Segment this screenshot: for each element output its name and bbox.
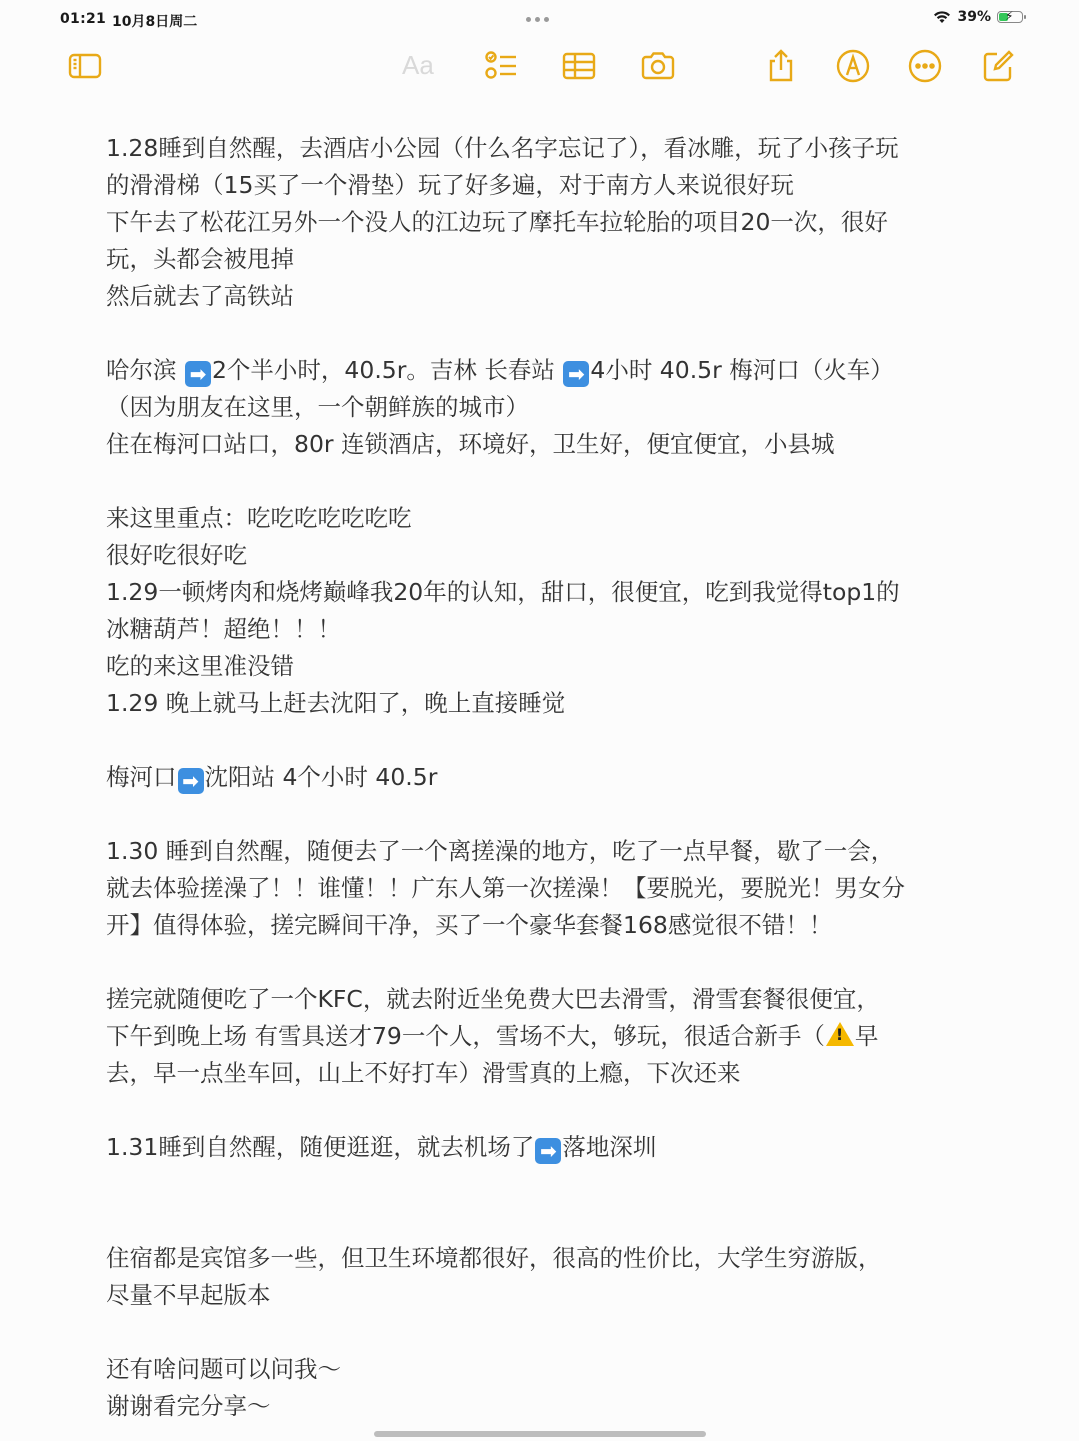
note-line: 1.29 晚上就马上赶去沈阳了，晚上直接睡觉 [106,689,566,717]
status-time: 01:21 [60,11,107,27]
note-line: 1.30 睡到自然醒，随便去了一个离搓澡的地方，吃了一点早餐，歇了一会， [106,837,895,865]
sidebar-toggle-button[interactable] [65,46,105,86]
checklist-button[interactable] [481,46,521,86]
right-arrow-icon: ➡ [535,1138,561,1164]
note-paragraph [106,352,986,463]
sidebar-icon [67,48,103,84]
warning-icon [826,1022,854,1046]
more-icon [907,48,943,84]
compose-icon [980,48,1016,84]
right-arrow-icon: ➡ [178,768,204,794]
note-line: 冰糖葫芦！超绝！！！ [106,615,341,643]
note-line: 下午到晚上场 有雪具送才79一个人，雪场不大，够玩，很适合新手（! 早 [106,1018,986,1055]
battery-percent: 39% [957,9,991,25]
checklist-icon [483,48,519,84]
markup-icon [835,48,871,84]
note-line: 的滑滑梯（15买了一个滑垫）玩了好多遍，对于南方人来说很好玩 [106,171,794,199]
note-body[interactable] [106,130,986,1441]
note-line: 就去体验搓澡了！！谁懂！！广东人第一次搓澡！【要脱光，要脱光！男女分 [106,874,905,902]
note-paragraph [106,1240,986,1314]
note-line: 住宿都是宾馆多一些，但卫生环境都很好，很高的性价比，大学生穷游版， [106,1244,882,1272]
note-line: 1.31睡到自然醒，随便逛逛，就去机场了 ➡ 落地深圳 [106,1133,657,1163]
note-line: 吃的来这里准没错 [106,652,294,680]
note-line: （因为朋友在这里，一个朝鲜族的城市） [106,393,529,421]
note-paragraph [106,759,986,796]
markup-button[interactable] [833,46,873,86]
note-line: 住在梅河口站口，80r 连锁酒店，环境好，卫生好，便宜便宜，小县城 [106,430,835,458]
multitasking-icon[interactable] [526,17,549,22]
note-paragraph [106,500,986,722]
note-paragraph [106,981,986,1092]
right-arrow-icon: ➡ [563,361,589,387]
note-line: 还有啥问题可以问我～ [106,1355,341,1383]
note-line: 玩，头都会被甩掉 [106,245,294,273]
note-line: 搓完就随便吃了一个KFC，就去附近坐免费大巴去滑雪，滑雪套餐很便宜， [106,985,880,1013]
note-line: 下午去了松花江另外一个没人的江边玩了摩托车拉轮胎的项目20一次，很好 [106,208,888,236]
camera-button[interactable] [638,46,678,86]
note-line: 1.29一顿烤肉和烧烤巅峰我20年的认知，甜口，很便宜，吃到我觉得top1的 [106,578,900,606]
status-date: 10月8日周二 [112,14,198,30]
note-line: 开】值得体验，搓完瞬间干净，买了一个豪华套餐168感觉很不错！！ [106,911,833,939]
note-line: 谢谢看完分享～ [106,1392,271,1420]
note-line: 很好吃很好吃 [106,541,247,569]
right-arrow-icon: ➡ [185,361,211,387]
note-paragraph [106,1351,986,1425]
table-icon [561,48,597,84]
note-paragraph [106,1129,986,1166]
share-button[interactable] [761,46,801,86]
note-line: 哈尔滨 ➡ 2个半小时，40.5r。吉林 长春站 ➡ 4小时 40.5r 梅河口（火车） [106,356,894,386]
note-line: 去，早一点坐车回，山上不好打车）滑雪真的上瘾，下次还来 [106,1059,741,1087]
status-indicators [933,9,1023,25]
battery-icon: ⚡ [997,11,1023,23]
note-line: 梅河口 ➡ 沈阳站 4个小时 40.5r [106,763,438,793]
home-indicator[interactable] [374,1431,706,1437]
note-paragraph [106,130,986,315]
compose-button[interactable] [978,46,1018,86]
note-line: 尽量不早起版本 [106,1281,271,1309]
more-button[interactable] [905,46,945,86]
format-text-button[interactable]: Aa [402,50,434,80]
wifi-icon [933,10,951,24]
table-button[interactable] [559,46,599,86]
note-line: 来这里重点：吃吃吃吃吃吃吃 [106,504,412,532]
note-line: 然后就去了高铁站 [106,282,294,310]
note-paragraph [106,833,986,944]
notes-toolbar [0,44,1079,88]
note-line: 1.28睡到自然醒，去酒店小公园（什么名字忘记了），看冰雕，玩了小孩子玩 [106,134,899,162]
camera-icon [640,48,676,84]
share-icon [763,48,799,84]
status-bar [0,0,1079,40]
